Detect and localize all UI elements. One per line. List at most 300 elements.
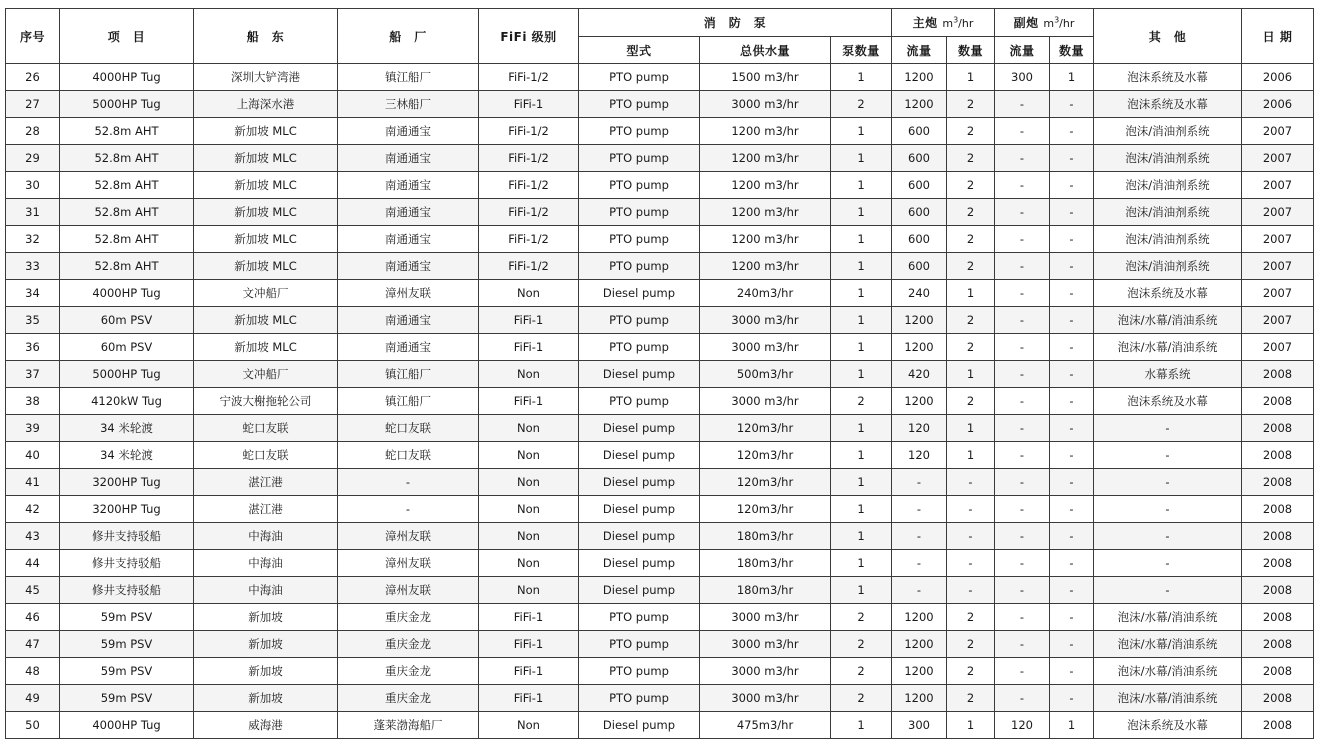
sub-gun-qty-cell: - [1050, 496, 1094, 523]
shipyard-cell: 南通通宝 [338, 253, 479, 280]
owner-cell: 中海油 [194, 550, 338, 577]
seq-cell: 36 [6, 334, 60, 361]
pump-count-cell: 2 [831, 604, 892, 631]
pump-type-cell: PTO pump [579, 388, 700, 415]
seq-cell: 31 [6, 199, 60, 226]
owner-cell: 新加坡 MLC [194, 307, 338, 334]
project-cell: 3200HP Tug [60, 496, 194, 523]
header-sub-gun [995, 9, 1094, 37]
table-row [6, 604, 1314, 631]
seq-cell: 44 [6, 550, 60, 577]
header-main-gun-qty: 数量 [947, 37, 995, 64]
seq-cell: 47 [6, 631, 60, 658]
fire-pump-table [5, 8, 1314, 739]
sub-gun-flow-cell: - [995, 253, 1050, 280]
seq-cell: 39 [6, 415, 60, 442]
main-gun-qty-cell: - [947, 523, 995, 550]
pump-count-cell: 1 [831, 118, 892, 145]
shipyard-cell: 蛇口友联 [338, 415, 479, 442]
project-cell: 34 米轮渡 [60, 415, 194, 442]
pump-total-flow-cell: 240m3/hr [700, 280, 831, 307]
pump-total-flow-cell: 1500 m3/hr [700, 64, 831, 91]
sub-gun-flow-cell: - [995, 658, 1050, 685]
shipyard-cell: 蛇口友联 [338, 442, 479, 469]
seq-cell: 37 [6, 361, 60, 388]
pump-total-flow-cell: 120m3/hr [700, 415, 831, 442]
project-cell: 4120kW Tug [60, 388, 194, 415]
sub-gun-qty-cell: - [1050, 91, 1094, 118]
shipyard-cell: 蓬莱渤海船厂 [338, 712, 479, 739]
owner-cell: 威海港 [194, 712, 338, 739]
other-cell: 水幕系统 [1094, 361, 1242, 388]
fifi-class-cell: FiFi-1 [479, 307, 579, 334]
sub-gun-qty-cell: - [1050, 685, 1094, 712]
pump-total-flow-cell: 3000 m3/hr [700, 91, 831, 118]
seq-cell: 38 [6, 388, 60, 415]
date-cell: 2008 [1242, 577, 1314, 604]
main-gun-qty-cell: 1 [947, 64, 995, 91]
other-cell: 泡沫/消油剂系统 [1094, 199, 1242, 226]
other-cell: 泡沫/消油剂系统 [1094, 253, 1242, 280]
main-gun-flow-cell: - [892, 523, 947, 550]
table-row [6, 631, 1314, 658]
sub-gun-qty-cell: - [1050, 145, 1094, 172]
header-project: 项 目 [60, 9, 194, 64]
sub-gun-flow-cell: - [995, 604, 1050, 631]
pump-type-cell: PTO pump [579, 91, 700, 118]
project-cell: 修井支持驳船 [60, 577, 194, 604]
sub-gun-flow-cell: 300 [995, 64, 1050, 91]
project-cell: 52.8m AHT [60, 253, 194, 280]
fifi-class-cell: Non [479, 550, 579, 577]
other-cell: - [1094, 496, 1242, 523]
sub-gun-unit-sup: 3 [1054, 15, 1060, 25]
date-cell: 2007 [1242, 307, 1314, 334]
date-cell: 2007 [1242, 253, 1314, 280]
shipyard-cell: 镇江船厂 [338, 64, 479, 91]
fifi-class-cell: FiFi-1 [479, 604, 579, 631]
seq-cell: 29 [6, 145, 60, 172]
seq-cell: 30 [6, 172, 60, 199]
main-gun-qty-cell: - [947, 469, 995, 496]
date-cell: 2008 [1242, 658, 1314, 685]
date-cell: 2007 [1242, 118, 1314, 145]
fifi-class-cell: Non [479, 442, 579, 469]
table-header [6, 9, 1314, 64]
owner-cell: 新加坡 MLC [194, 226, 338, 253]
header-owner: 船 东 [194, 9, 338, 64]
sub-gun-qty-cell: - [1050, 253, 1094, 280]
table-row [6, 307, 1314, 334]
owner-cell: 新加坡 MLC [194, 145, 338, 172]
sub-gun-flow-cell: - [995, 145, 1050, 172]
table-row [6, 361, 1314, 388]
fifi-class-cell: Non [479, 361, 579, 388]
seq-cell: 34 [6, 280, 60, 307]
sub-gun-qty-cell: 1 [1050, 712, 1094, 739]
seq-cell: 28 [6, 118, 60, 145]
fifi-class-cell: FiFi-1 [479, 91, 579, 118]
shipyard-cell: 南通通宝 [338, 145, 479, 172]
sub-gun-qty-cell: - [1050, 577, 1094, 604]
table-row [6, 280, 1314, 307]
main-gun-qty-cell: 1 [947, 280, 995, 307]
pump-type-cell: PTO pump [579, 172, 700, 199]
main-gun-qty-cell: 2 [947, 145, 995, 172]
main-gun-flow-cell: 120 [892, 415, 947, 442]
sub-gun-flow-cell: - [995, 172, 1050, 199]
sub-gun-flow-cell: - [995, 415, 1050, 442]
sub-gun-flow-cell: - [995, 334, 1050, 361]
pump-type-cell: Diesel pump [579, 442, 700, 469]
pump-count-cell: 1 [831, 307, 892, 334]
table-body [6, 64, 1314, 739]
pump-total-flow-cell: 3000 m3/hr [700, 604, 831, 631]
project-cell: 4000HP Tug [60, 64, 194, 91]
project-cell: 59m PSV [60, 631, 194, 658]
other-cell: 泡沫/消油剂系统 [1094, 145, 1242, 172]
pump-total-flow-cell: 1200 m3/hr [700, 199, 831, 226]
sub-gun-flow-cell: - [995, 469, 1050, 496]
shipyard-cell: 三林船厂 [338, 91, 479, 118]
date-cell: 2007 [1242, 199, 1314, 226]
pump-count-cell: 2 [831, 631, 892, 658]
pump-total-flow-cell: 1200 m3/hr [700, 172, 831, 199]
seq-cell: 35 [6, 307, 60, 334]
owner-cell: 中海油 [194, 523, 338, 550]
main-gun-qty-cell: 2 [947, 253, 995, 280]
table-row [6, 523, 1314, 550]
main-gun-flow-cell: 1200 [892, 388, 947, 415]
main-gun-qty-cell: 1 [947, 415, 995, 442]
owner-cell: 蛇口友联 [194, 442, 338, 469]
fifi-class-cell: FiFi-1 [479, 631, 579, 658]
main-gun-qty-cell: 2 [947, 91, 995, 118]
date-cell: 2008 [1242, 361, 1314, 388]
header-row-top [6, 9, 1314, 37]
sub-gun-flow-cell: - [995, 307, 1050, 334]
header-date: 日 期 [1242, 9, 1314, 64]
main-gun-flow-cell: - [892, 577, 947, 604]
project-cell: 60m PSV [60, 307, 194, 334]
main-gun-flow-cell: - [892, 496, 947, 523]
header-seq: 序号 [6, 9, 60, 64]
shipyard-cell: 南通通宝 [338, 199, 479, 226]
pump-type-cell: PTO pump [579, 118, 700, 145]
main-gun-qty-cell: 2 [947, 199, 995, 226]
pump-type-cell: Diesel pump [579, 415, 700, 442]
main-gun-qty-cell: 1 [947, 442, 995, 469]
seq-cell: 40 [6, 442, 60, 469]
other-cell: 泡沫/水幕/消油系统 [1094, 658, 1242, 685]
shipyard-cell: 南通通宝 [338, 172, 479, 199]
table-row [6, 577, 1314, 604]
table-row [6, 145, 1314, 172]
pump-count-cell: 1 [831, 199, 892, 226]
date-cell: 2008 [1242, 685, 1314, 712]
shipyard-cell: 重庆金龙 [338, 658, 479, 685]
other-cell: 泡沫/水幕/消油系统 [1094, 334, 1242, 361]
main-gun-flow-cell: 120 [892, 442, 947, 469]
owner-cell: 新加坡 MLC [194, 172, 338, 199]
fifi-class-cell: FiFi-1 [479, 658, 579, 685]
seq-cell: 49 [6, 685, 60, 712]
header-sub-gun-flow: 流量 [995, 37, 1050, 64]
main-gun-qty-cell: 2 [947, 631, 995, 658]
project-cell: 4000HP Tug [60, 712, 194, 739]
project-cell: 52.8m AHT [60, 199, 194, 226]
other-cell: - [1094, 577, 1242, 604]
shipyard-cell: - [338, 469, 479, 496]
project-cell: 修井支持驳船 [60, 550, 194, 577]
owner-cell: 新加坡 [194, 658, 338, 685]
fifi-class-cell: Non [479, 577, 579, 604]
sub-gun-flow-cell: 120 [995, 712, 1050, 739]
date-cell: 2008 [1242, 523, 1314, 550]
main-gun-qty-cell: 2 [947, 658, 995, 685]
pump-total-flow-cell: 180m3/hr [700, 523, 831, 550]
pump-total-flow-cell: 1200 m3/hr [700, 253, 831, 280]
shipyard-cell: 漳州友联 [338, 280, 479, 307]
main-gun-flow-cell: 600 [892, 253, 947, 280]
date-cell: 2008 [1242, 415, 1314, 442]
seq-cell: 45 [6, 577, 60, 604]
main-gun-qty-cell: 2 [947, 388, 995, 415]
main-gun-flow-cell: 600 [892, 145, 947, 172]
sub-gun-qty-cell: - [1050, 658, 1094, 685]
main-gun-flow-cell: 1200 [892, 64, 947, 91]
pump-type-cell: Diesel pump [579, 523, 700, 550]
shipyard-cell: 漳州友联 [338, 550, 479, 577]
main-gun-flow-cell: - [892, 469, 947, 496]
main-gun-flow-cell: 1200 [892, 685, 947, 712]
shipyard-cell: 南通通宝 [338, 334, 479, 361]
sub-gun-qty-cell: - [1050, 469, 1094, 496]
sub-gun-qty-cell: - [1050, 307, 1094, 334]
fifi-class-cell: Non [479, 469, 579, 496]
main-gun-flow-cell: 1200 [892, 307, 947, 334]
sub-gun-label: 副炮 [1013, 16, 1039, 30]
other-cell: 泡沫/水幕/消油系统 [1094, 685, 1242, 712]
main-gun-unit-base: m [942, 17, 954, 30]
project-cell: 5000HP Tug [60, 91, 194, 118]
seq-cell: 27 [6, 91, 60, 118]
header-sub-gun-qty: 数量 [1050, 37, 1094, 64]
owner-cell: 湛江港 [194, 496, 338, 523]
sub-gun-unit [1043, 17, 1074, 30]
sub-gun-flow-cell: - [995, 91, 1050, 118]
pump-total-flow-cell: 3000 m3/hr [700, 631, 831, 658]
date-cell: 2008 [1242, 712, 1314, 739]
other-cell: 泡沫/水幕/消油系统 [1094, 307, 1242, 334]
pump-total-flow-cell: 1200 m3/hr [700, 226, 831, 253]
date-cell: 2006 [1242, 64, 1314, 91]
fifi-class-cell: FiFi-1/2 [479, 145, 579, 172]
owner-cell: 宁波大榭拖轮公司 [194, 388, 338, 415]
pump-count-cell: 1 [831, 253, 892, 280]
sub-gun-qty-cell: - [1050, 280, 1094, 307]
shipyard-cell: 漳州友联 [338, 523, 479, 550]
table-row [6, 199, 1314, 226]
header-pump-total-flow: 总供水量 [700, 37, 831, 64]
pump-type-cell: PTO pump [579, 685, 700, 712]
other-cell: - [1094, 469, 1242, 496]
seq-cell: 48 [6, 658, 60, 685]
project-cell: 修井支持驳船 [60, 523, 194, 550]
project-cell: 52.8m AHT [60, 172, 194, 199]
pump-type-cell: PTO pump [579, 658, 700, 685]
table-row [6, 334, 1314, 361]
sub-gun-qty-cell: - [1050, 523, 1094, 550]
owner-cell: 中海油 [194, 577, 338, 604]
header-shipyard: 船 厂 [338, 9, 479, 64]
main-gun-qty-cell: 1 [947, 361, 995, 388]
pump-total-flow-cell: 475m3/hr [700, 712, 831, 739]
fifi-class-cell: Non [479, 280, 579, 307]
header-pump-type: 型式 [579, 37, 700, 64]
owner-cell: 新加坡 MLC [194, 118, 338, 145]
sub-gun-flow-cell: - [995, 199, 1050, 226]
other-cell: 泡沫系统及水幕 [1094, 712, 1242, 739]
sub-gun-qty-cell: - [1050, 550, 1094, 577]
main-gun-qty-cell: 2 [947, 307, 995, 334]
sub-gun-qty-cell: 1 [1050, 64, 1094, 91]
table-row [6, 64, 1314, 91]
other-cell: 泡沫/消油剂系统 [1094, 118, 1242, 145]
owner-cell: 新加坡 [194, 685, 338, 712]
fifi-class-cell: Non [479, 523, 579, 550]
pump-count-cell: 1 [831, 172, 892, 199]
shipyard-cell: - [338, 496, 479, 523]
seq-cell: 32 [6, 226, 60, 253]
fifi-class-cell: FiFi-1 [479, 685, 579, 712]
owner-cell: 上海深水港 [194, 91, 338, 118]
pump-count-cell: 1 [831, 145, 892, 172]
table-row [6, 253, 1314, 280]
sub-gun-qty-cell: - [1050, 226, 1094, 253]
seq-cell: 26 [6, 64, 60, 91]
pump-total-flow-cell: 500m3/hr [700, 361, 831, 388]
other-cell: 泡沫/消油剂系统 [1094, 172, 1242, 199]
header-fire-pump-group: 消 防 泵 [579, 9, 892, 37]
pump-count-cell: 1 [831, 334, 892, 361]
shipyard-cell: 镇江船厂 [338, 388, 479, 415]
project-cell: 52.8m AHT [60, 118, 194, 145]
date-cell: 2007 [1242, 334, 1314, 361]
pump-count-cell: 1 [831, 280, 892, 307]
other-cell: - [1094, 442, 1242, 469]
other-cell: 泡沫系统及水幕 [1094, 280, 1242, 307]
other-cell: - [1094, 415, 1242, 442]
main-gun-flow-cell: 1200 [892, 631, 947, 658]
sub-gun-qty-cell: - [1050, 631, 1094, 658]
main-gun-qty-cell: 2 [947, 226, 995, 253]
sub-gun-flow-cell: - [995, 550, 1050, 577]
sub-gun-flow-cell: - [995, 685, 1050, 712]
project-cell: 59m PSV [60, 658, 194, 685]
owner-cell: 新加坡 MLC [194, 253, 338, 280]
main-gun-qty-cell: - [947, 550, 995, 577]
owner-cell: 新加坡 [194, 604, 338, 631]
table-row [6, 172, 1314, 199]
pump-total-flow-cell: 3000 m3/hr [700, 307, 831, 334]
other-cell: - [1094, 523, 1242, 550]
header-pump-count: 泵数量 [831, 37, 892, 64]
shipyard-cell: 南通通宝 [338, 226, 479, 253]
pump-total-flow-cell: 3000 m3/hr [700, 388, 831, 415]
sub-gun-qty-cell: - [1050, 442, 1094, 469]
date-cell: 2008 [1242, 469, 1314, 496]
sub-gun-qty-cell: - [1050, 361, 1094, 388]
pump-type-cell: PTO pump [579, 334, 700, 361]
shipyard-cell: 重庆金龙 [338, 631, 479, 658]
pump-count-cell: 1 [831, 550, 892, 577]
pump-count-cell: 2 [831, 685, 892, 712]
sub-gun-flow-cell: - [995, 361, 1050, 388]
fifi-class-cell: Non [479, 415, 579, 442]
owner-cell: 新加坡 MLC [194, 199, 338, 226]
sub-gun-flow-cell: - [995, 226, 1050, 253]
project-cell: 4000HP Tug [60, 280, 194, 307]
table-row [6, 712, 1314, 739]
owner-cell: 湛江港 [194, 469, 338, 496]
main-gun-flow-cell: 300 [892, 712, 947, 739]
fifi-class-cell: FiFi-1 [479, 388, 579, 415]
pump-total-flow-cell: 120m3/hr [700, 469, 831, 496]
fifi-table-wrapper [5, 8, 1314, 739]
date-cell: 2008 [1242, 496, 1314, 523]
sub-gun-flow-cell: - [995, 442, 1050, 469]
project-cell: 59m PSV [60, 685, 194, 712]
owner-cell: 新加坡 MLC [194, 334, 338, 361]
pump-total-flow-cell: 3000 m3/hr [700, 658, 831, 685]
sub-gun-qty-cell: - [1050, 199, 1094, 226]
main-gun-qty-cell: - [947, 496, 995, 523]
main-gun-flow-cell: 600 [892, 172, 947, 199]
table-row [6, 442, 1314, 469]
sub-gun-flow-cell: - [995, 496, 1050, 523]
seq-cell: 42 [6, 496, 60, 523]
header-fifi-class: FiFi 级别 [479, 9, 579, 64]
pump-type-cell: Diesel pump [579, 577, 700, 604]
main-gun-unit-tail: /hr [958, 17, 974, 30]
table-row [6, 388, 1314, 415]
main-gun-flow-cell: - [892, 550, 947, 577]
sub-gun-flow-cell: - [995, 388, 1050, 415]
pump-count-cell: 1 [831, 226, 892, 253]
project-cell: 3200HP Tug [60, 469, 194, 496]
project-cell: 5000HP Tug [60, 361, 194, 388]
main-gun-qty-cell: 2 [947, 334, 995, 361]
owner-cell: 文冲船厂 [194, 280, 338, 307]
date-cell: 2006 [1242, 91, 1314, 118]
pump-type-cell: Diesel pump [579, 550, 700, 577]
pump-total-flow-cell: 180m3/hr [700, 577, 831, 604]
project-cell: 60m PSV [60, 334, 194, 361]
sub-gun-flow-cell: - [995, 118, 1050, 145]
pump-type-cell: Diesel pump [579, 280, 700, 307]
date-cell: 2007 [1242, 280, 1314, 307]
fifi-class-cell: FiFi-1/2 [479, 253, 579, 280]
table-row [6, 415, 1314, 442]
sub-gun-qty-cell: - [1050, 388, 1094, 415]
pump-count-cell: 1 [831, 496, 892, 523]
main-gun-flow-cell: 1200 [892, 658, 947, 685]
pump-total-flow-cell: 3000 m3/hr [700, 334, 831, 361]
pump-type-cell: Diesel pump [579, 496, 700, 523]
pump-count-cell: 1 [831, 442, 892, 469]
shipyard-cell: 南通通宝 [338, 118, 479, 145]
